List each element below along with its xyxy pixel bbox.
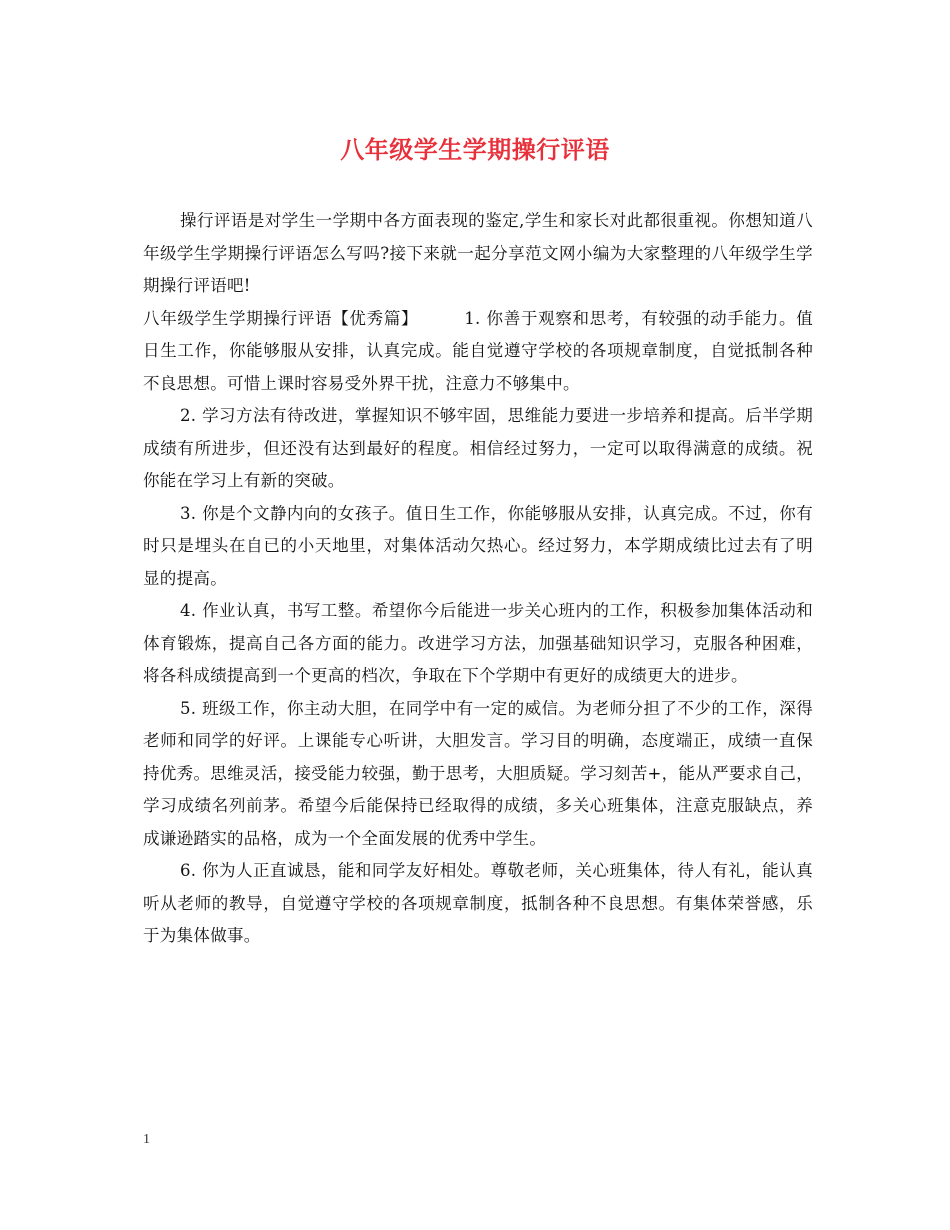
comment-6: 6. 你为人正直诚恳，能和同学友好相处。尊敬老师，关心班集体，待人有礼，能认真听从老师的教导，自觉遵守学校的各项规章制度，抵制各种不良思想。有集体荣誉感，乐于为集体做事。 bbox=[143, 861, 813, 945]
document-body bbox=[143, 205, 813, 953]
section-heading: 八年级学生学期操行评语【优秀篇】 bbox=[143, 308, 419, 328]
comment-3: 3. 你是个文静内向的女孩子。值日生工作，你能够服从安排，认真完成。不过，你有时只是埋头在自已的小天地里，对集体活动欠热心。经过努力，本学期成绩比过去有了明显的提高。 bbox=[143, 503, 813, 588]
intro-paragraph: 操行评语是对学生一学期中各方面表现的鉴定,学生和家长对此都很重视。你想知道八年级学生学期操行评语怎么写吗?接下来就一起分享范文网小编为大家整理的八年级学生学期操行评语吧! bbox=[143, 211, 813, 295]
comment-5: 5. 班级工作，你主动大胆，在同学中有一定的威信。为老师分担了不少的工作，深得老师和同学的好评。上课能专心听讲，大胆发言。学习目的明确，态度端正，成绩一直保持优秀。思维灵活，接受能力较强，勤于思考，大胆质疑。学习刻苦+，能从严要求自己，学习成绩名列前茅。希望今后能保持已经取得的成绩，多关心班集体，注意克服缺点，养成谦逊踏实的品格，成为一个全面发展的优秀中学生。 bbox=[143, 698, 813, 848]
comment-2: 2. 学习方法有待改进，掌握知识不够牢固，思维能力要进一步培养和提高。后半学期成绩有所进步，但还没有达到最好的程度。相信经过努力，一定可以取得满意的成绩。祝你能在学习上有新的突破。 bbox=[143, 406, 813, 490]
comment-4: 4. 作业认真，书写工整。希望你今后能进一步关心班内的工作，积极参加集体活动和体育锻炼，提高自己各方面的能力。改进学习方法，加强基础知识学习，克服各种困难，将各科成绩提高到一个更高的档次，争取在下个学期中有更好的成绩更大的进步。 bbox=[143, 601, 813, 685]
page-number: 1 bbox=[143, 1132, 150, 1147]
document-title: 八年级学生学期操行评语 bbox=[340, 135, 610, 164]
comment-1: 1. 你善于观察和思考，有较强的动手能力。值日生工作，你能够服从安排，认真完成。能自觉遵守学校的各项规章制度，自觉抵制各种不良思想。可惜上课时容易受外界干扰，注意力不够集中。 bbox=[143, 308, 813, 393]
section-paragraph-1 bbox=[143, 303, 813, 401]
